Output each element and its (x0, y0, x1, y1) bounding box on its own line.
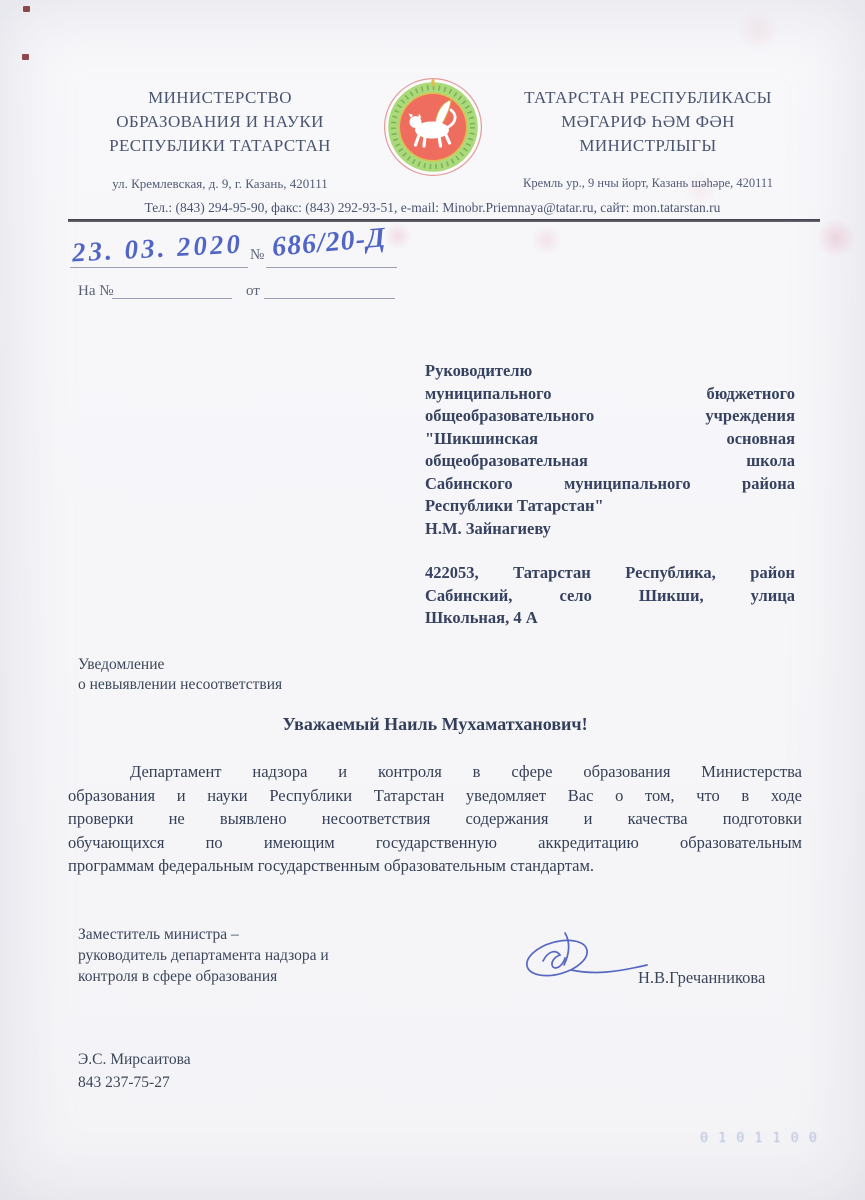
org-ru-line3: РЕСПУБЛИКИ ТАТАРСТАН (109, 136, 331, 155)
scan-mark-top (23, 6, 30, 12)
org-tt-line2: МӘГАРИФ ҺӘМ ФӘН (561, 112, 735, 131)
org-tt-line3: МИНИСТРЛЫГЫ (579, 136, 717, 155)
letterhead-org-tt (488, 86, 808, 158)
recipient-line: общеобразовательная школа (425, 451, 795, 470)
date-underline (70, 266, 248, 268)
recipient-name-line: Н.М. Зайнагиеву (425, 518, 551, 538)
address-tt: Кремль ур., 9 нчы йорт, Казань шәһәре, 420111 (523, 176, 773, 190)
recipient-address-line: Сабинский, село Шикши, улица (425, 585, 795, 605)
recipient-address-block (425, 562, 795, 630)
recipient-line: Республики Татарстан" (425, 496, 604, 515)
body-line: образования и науки Республики Татарстан уведомляет Вас о том, что в ходе (68, 785, 802, 805)
handwritten-date: 23. 03. 2020 (71, 228, 244, 268)
scan-mark-left (22, 54, 29, 60)
org-ru-line1: МИНИСТЕРСТВО (148, 88, 292, 107)
body-line: программам федеральным государственным образовательным стандартам. (68, 856, 595, 875)
tatarstan-coat-of-arms-icon (383, 77, 483, 177)
subject-block (78, 655, 282, 695)
recipient-block (425, 360, 795, 540)
signer-position-block (78, 924, 329, 987)
handwritten-signature (505, 925, 655, 995)
recipient-line: общеобразовательного учреждения (425, 406, 795, 425)
number-sign-label: № (250, 247, 265, 263)
org-ru-line2: ОБРАЗОВАНИЯ И НАУКИ (116, 112, 324, 131)
body-line: Департамент надзора и контроля в сфере образования Министерства (130, 762, 802, 781)
recipient-address-line: Школьная, 4 А (425, 608, 538, 627)
recipient-line: Руководителю (425, 361, 533, 380)
executor-name: Э.С. Мирсаитова (78, 1051, 191, 1068)
subject-line1: Уведомление (78, 656, 165, 673)
emblem-svg (383, 77, 483, 177)
number-underline (266, 266, 397, 268)
faint-document-code: 0101100 (700, 1130, 827, 1146)
contact-line: Тел.: (843) 294-95-90, факс: (843) 292-93-51, e-mail: Minobr.Priemnaya@tatar.ru, сайт: mon.tatarstan.ru (144, 200, 721, 215)
signature-svg (505, 925, 655, 995)
executor-phone: 843 237-75-27 (78, 1074, 170, 1091)
address-ru: ул. Кремлевская, д. 9, г. Казань, 420111 (112, 176, 328, 191)
letterhead-org-ru (60, 86, 380, 158)
org-tt-line1: ТАТАРСТАН РЕСПУБЛИКАСЫ (524, 88, 772, 107)
reply-to-label: На № (78, 283, 114, 299)
signer-name: Н.В.Гречанникова (638, 968, 766, 987)
body-paragraph (68, 760, 802, 878)
reply-date-underline (264, 297, 395, 299)
reply-from-label: от (246, 283, 260, 299)
subject-line2: о невыявлении несоответствия (78, 676, 283, 693)
signer-position-line: руководитель департамента надзора и (78, 947, 329, 964)
signer-position-line: контроля в сфере образования (78, 968, 278, 985)
handwritten-number: 686/20-Д (270, 222, 388, 263)
body-line: проверки не выявлено несоответствия содержания и качества подготовки (68, 809, 802, 828)
reply-number-underline (112, 297, 232, 299)
executor-block (78, 1048, 191, 1094)
recipient-address-line: 422053, Татарстан Республика, район (425, 563, 795, 582)
header-divider (68, 219, 820, 222)
recipient-line: Сабинского муниципального района (425, 473, 795, 493)
salutation: Уважаемый Наиль Мухаматханович! (282, 714, 588, 734)
signer-position-line: Заместитель министра – (78, 926, 239, 943)
recipient-line: муниципального бюджетного (425, 383, 795, 403)
recipient-line: "Шикшинская основная (425, 428, 795, 448)
body-line: обучающихся по имеющим государственную аккредитацию образовательным (68, 832, 802, 852)
